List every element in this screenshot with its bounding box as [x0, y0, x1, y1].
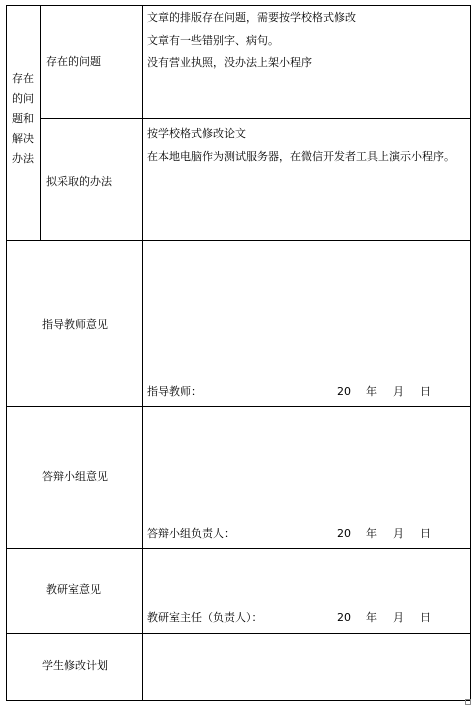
table-border-right	[470, 5, 471, 701]
defense-date-year-unit: 年	[366, 527, 377, 540]
office-date-year: 20	[337, 611, 351, 624]
column-divider-content	[142, 5, 143, 701]
defense-date-month-unit: 月	[393, 527, 404, 540]
office-label: 教研室意见	[46, 583, 101, 596]
problems-line: 没有营业执照，没办法上架小程序	[147, 56, 312, 69]
office-date-day-unit: 日	[420, 611, 431, 624]
section-label: 存在的问题和解决办法	[12, 72, 34, 165]
advisor-date-month-unit: 月	[393, 385, 404, 398]
column-divider-inner	[40, 5, 41, 241]
row-divider-defense	[6, 548, 471, 549]
row-divider-section	[6, 240, 471, 241]
advisor-label: 指导教师意见	[42, 318, 108, 331]
defense-date-day-unit: 日	[420, 527, 431, 540]
plan-label: 学生修改计划	[42, 659, 108, 672]
problems-line: 文章的排版存在问题，需要按学校格式修改	[147, 11, 356, 24]
row-divider-office	[6, 633, 471, 634]
defense-signer-label: 答辩小组负责人：	[147, 527, 235, 540]
office-date-year-unit: 年	[366, 611, 377, 624]
table-border-left	[6, 5, 7, 701]
advisor-date-day-unit: 日	[420, 385, 431, 398]
paragraph-mark-icon	[465, 699, 471, 705]
solutions-line: 在本地电脑作为测试服务器，在微信开发者工具上演示小程序。	[147, 150, 455, 163]
advisor-date-year-unit: 年	[366, 385, 377, 398]
office-signer-label: 教研室主任（负责人）：	[147, 611, 263, 624]
row-divider-advisor	[6, 406, 471, 407]
row-divider-problems	[40, 118, 471, 119]
solutions-line: 按学校格式修改论文	[147, 127, 246, 140]
office-date-month-unit: 月	[393, 611, 404, 624]
problems-line: 文章有一些错别字、病句。	[147, 34, 279, 47]
defense-label: 答辩小组意见	[42, 470, 108, 483]
advisor-date-year: 20	[337, 385, 351, 398]
solutions-label: 拟采取的办法	[46, 175, 112, 188]
defense-date-year: 20	[337, 527, 351, 540]
problems-label: 存在的问题	[46, 55, 101, 68]
table-border-top	[6, 5, 471, 6]
advisor-signer-label: 指导教师：	[147, 385, 202, 398]
table-border-bottom	[6, 700, 471, 701]
